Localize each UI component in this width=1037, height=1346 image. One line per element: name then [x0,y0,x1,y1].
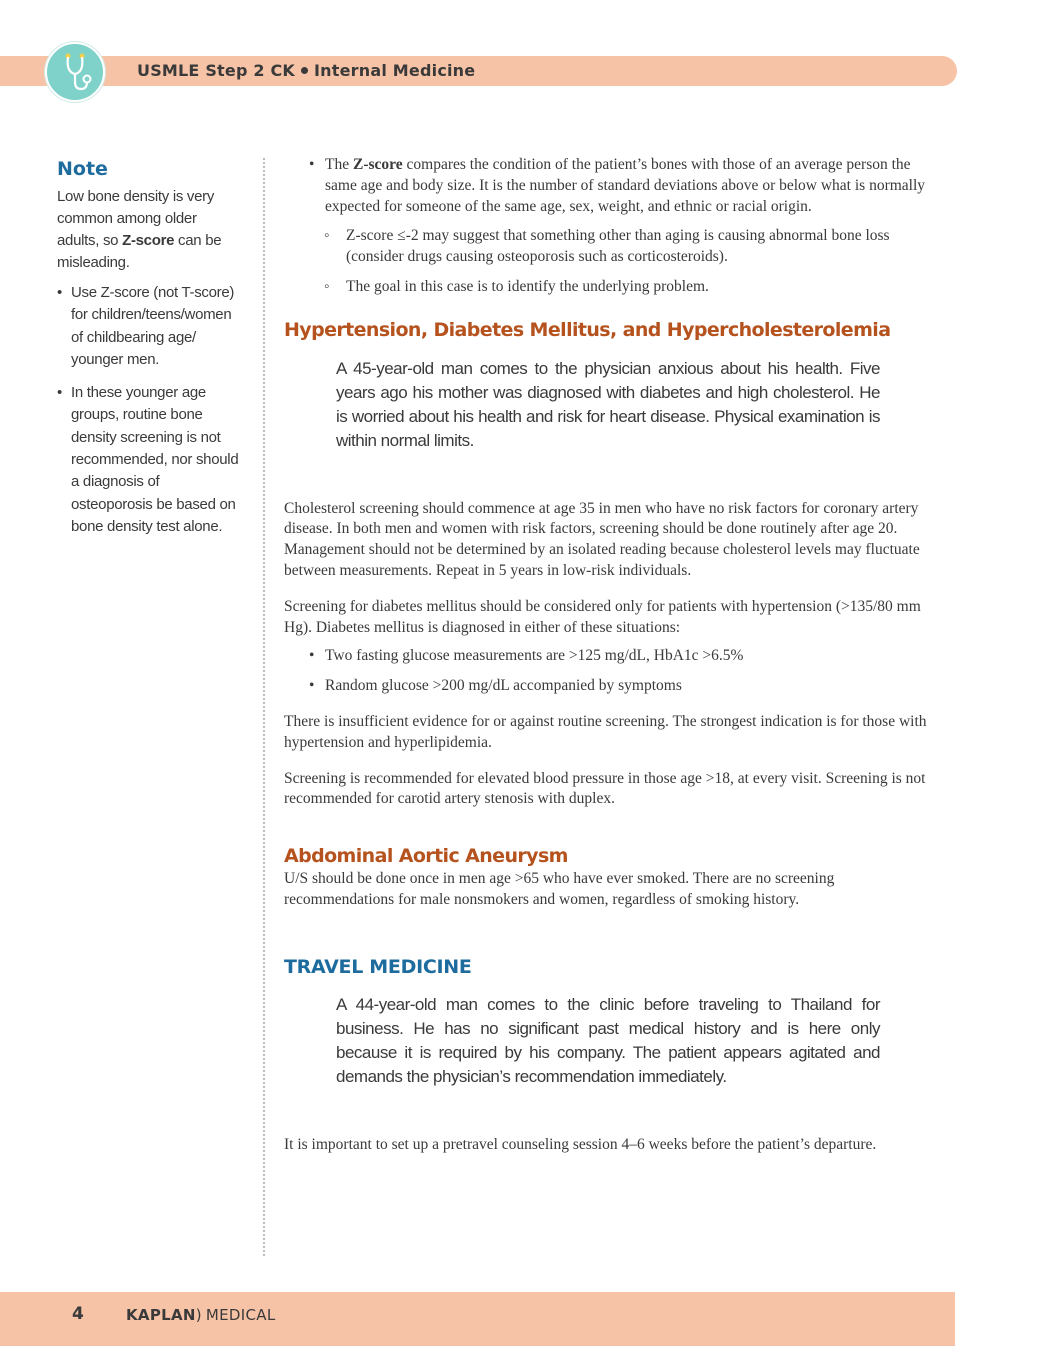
section-heading-hypertension: Hypertension, Diabetes Mellitus, and Hypercholesterolemia [284,318,891,341]
note-bullet: • Use Z-score (not T-score) for children/teens/women of childbearing age/ younger men. [71,282,242,371]
paragraph: Cholesterol screening should commence at age 35 in men who have no risk factors for coronary artery disease. In both men and women with risk factors, screening should be done routinely after age 20. Management should not be determined by an isolated reading because cholesterol levels may fluctuate between measurements. Repeat in 5 years in low-risk individuals. [284,499,920,579]
paragraph: U/S should be done once in men age >65 who have ever smoked. There are no screening recommendations for male nonsmokers and women, regardless of smoking history. [284,869,835,908]
book-title: USMLE Step 2 CK [137,61,296,80]
paragraph: It is important to set up a pretravel counseling session 4–6 weeks before the patient’s departure. [284,1136,877,1154]
section-heading-aaa: Abdominal Aortic Aneurysm [284,845,568,868]
paragraph: There is insufficient evidence for or against routine screening. The strongest indication is for those with hypertension and hyperlipidemia. [284,712,927,751]
sub-bullet: ◦ Z-score ≤-2 may suggest that something other than aging is causing abnormal bone loss (consider drugs causing osteoporosis such as corticosteroids). [284,226,932,268]
note-intro: Low bone density is very common among older adults, so Z-score can be misleading. [57,188,222,271]
kaplan-logo: KAPLAN) MEDICAL [126,1306,276,1324]
note-sidebar [57,158,242,549]
chapter-title: Internal Medicine [314,61,476,80]
diabetes-criteria-bullet: • Random glucose >200 mg/dL accompanied by symptoms [284,676,932,697]
diabetes-criteria-bullet: • Two fasting glucose measurements are >125 mg/dL, HbA1c >6.5% [284,646,932,667]
logo-arc: ) [195,1306,202,1324]
case-vignette: A 44-year-old man comes to the clinic before traveling to Thailand for business. He has no significant past medical history and is here only because it is required by his company. The patient appears agitated and demands the physician’s recommendation immediately. [336,995,880,1087]
paragraph: Screening is recommended for elevated blood pressure in those age >18, at every visit. Screening is not recommended for carotid artery stenosis with duplex. [284,769,926,808]
note-heading: Note [57,158,108,180]
note-bullet: • In these younger age groups, routine bone density screening is not recommended, nor should a diagnosis of osteoporosis be based on bone density test alone. [71,382,242,538]
running-header [137,61,475,80]
separator-dot [301,67,308,74]
main-content [284,155,932,1171]
column-divider [263,158,265,1256]
note-bullet-list [57,282,242,538]
stethoscope-icon [45,42,105,102]
section-heading-travel-medicine: TRAVEL MEDICINE [284,955,472,978]
zscore-term: Z-score [352,156,403,173]
page-number: 4 [72,1304,84,1324]
paragraph: Screening for diabetes mellitus should be considered only for patients with hypertension (>135/80 mm Hg). Diabetes mellitus is diagnosed in either of these situations: [284,597,921,636]
sub-bullet: ◦ The goal in this case is to identify the underlying problem. [284,277,932,298]
case-vignette: A 45-year-old man comes to the physician anxious about his health. Five years ago his mother was diagnosed with diabetes and high cholesterol. He is worried about his health and risk for heart disease. Physical examination is within normal limits. [336,358,880,450]
zscore-bullet: • The Z-score compares the condition of the patient’s bones with those of an average person the same age and body size. It is the number of standard deviations above or below what is normally expected for someone of the same age, sex, weight, and ethnic or racial origin. [284,155,932,217]
zscore-term: Z-score [122,232,175,249]
